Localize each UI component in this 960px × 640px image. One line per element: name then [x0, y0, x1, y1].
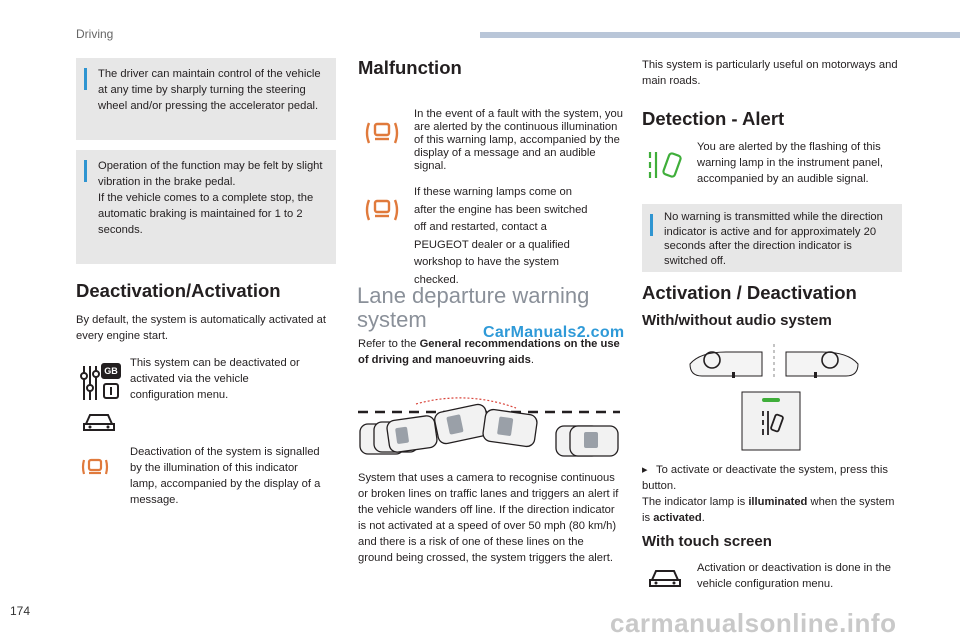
- touch-screen-text: Activation or deactivation is done in the vehicle configuration menu.: [697, 562, 892, 590]
- heading-malfunction: Malfunction: [358, 57, 462, 78]
- detection-text: You are alerted by the flashing of this warning lamp in the instrument panel, accompanied by an audible signal.: [697, 141, 883, 185]
- info-note-brake-vibration: [76, 150, 336, 264]
- heading-activation: Activation / Deactivation: [642, 282, 857, 303]
- section-title: Driving: [76, 27, 114, 41]
- deact-indicator-text: Deactivation of the system is signalled by the illumination of this indicator lamp, accompanied by the display of a message.: [130, 446, 321, 506]
- header-bar: [480, 32, 960, 38]
- malfunction-text-1: In the event of a fault with the system, you are alerted by the continuous illumination of this warning lamp, accompanied by the display of a message and an audible signal.: [414, 108, 623, 172]
- system-description: System that uses a camera to recognise continuous or broken lines on traffic lanes and triggers an alert if the vehicle wanders off line. If the direction indicator is not activated at a speed of over 50 mph (80 km/h) and there is a risk of one of these lines on the ground being crossed, the system triggers the alert.: [358, 472, 619, 564]
- lane-departure-button[interactable]: [741, 391, 801, 451]
- note-text: No warning is transmitted while the direction indicator is active and for approximately 20 seconds after the direction indicator is switched off.: [664, 211, 883, 267]
- footer-watermark: carmanualsonline.info: [610, 608, 897, 638]
- heading-deactivation: Deactivation/Activation: [76, 280, 281, 301]
- heading-touch-screen: With touch screen: [642, 533, 772, 550]
- lamp-bold-2: activated: [653, 512, 702, 524]
- note-text: The driver can maintain control of the vehicle at any time by sharply turning the steering wheel and/or pressing the accelerator pedal.: [98, 68, 321, 112]
- refer-bold: General recommendations on the use of driving and manoeuvring aids: [358, 338, 620, 366]
- info-note-driver-control: [76, 58, 336, 140]
- note-marker: [650, 214, 653, 236]
- note-text-2: If the vehicle comes to a complete stop, the automatic braking is maintained for 1 to 2 seconds.: [98, 192, 314, 236]
- note-marker: [84, 160, 87, 182]
- deact-paragraph: By default, the system is automatically activated at every engine start.: [76, 314, 326, 342]
- malfunction-warning-icon-2: [364, 195, 400, 225]
- press-button-instruction: [642, 462, 904, 494]
- lamp-pre: The indicator lamp is: [642, 496, 749, 508]
- note-text-1: Operation of the function may be felt by slight vibration in the brake pedal.: [98, 160, 323, 188]
- lane-departure-alert-icon: [646, 146, 686, 182]
- page-number: 174: [10, 604, 31, 618]
- lamp-bold-1: illuminated: [748, 496, 808, 508]
- lane-keep-deactivated-warning-icon: [80, 452, 110, 482]
- note-marker: [84, 68, 87, 90]
- lane-departure-illustration: [356, 392, 622, 462]
- info-note-direction-indicator: [642, 204, 902, 272]
- carmanuals-watermark: CarManuals2.com: [483, 324, 625, 341]
- heading-lane-departure: Lane departure warning system: [357, 283, 590, 332]
- heading-detection-alert: Detection - Alert: [642, 108, 785, 129]
- dashboard-illustration: [688, 342, 860, 382]
- press-text: To activate or deactivate the system, press this button.: [642, 464, 888, 492]
- lamp-mid: when the system is: [642, 496, 895, 524]
- gb-label: GB: [104, 366, 118, 376]
- refer-recommendations: [358, 336, 620, 368]
- indicator-lamp-status: [642, 494, 904, 526]
- malfunction-text-2: If these warning lamps come on after the engine has been switched off and restarted, contact a PEUGEOT dealer or a qualified workshop to have the system checked.: [414, 186, 588, 286]
- vehicle-config-car-icon: [82, 410, 116, 434]
- refer-pre: Refer to the: [358, 338, 420, 350]
- arrow-bullet-icon: ▸: [642, 464, 648, 476]
- heading-audio-system: With/without audio system: [642, 312, 832, 329]
- refer-post: .: [530, 354, 534, 366]
- useful-motorways-text: This system is particularly useful on motorways and main roads.: [642, 59, 898, 87]
- malfunction-warning-icon: [364, 118, 400, 148]
- deact-config-text: This system can be deactivated or activated via the vehicle configuration menu.: [130, 357, 300, 401]
- touch-screen-car-icon: [648, 566, 682, 590]
- lamp-post: .: [701, 512, 705, 524]
